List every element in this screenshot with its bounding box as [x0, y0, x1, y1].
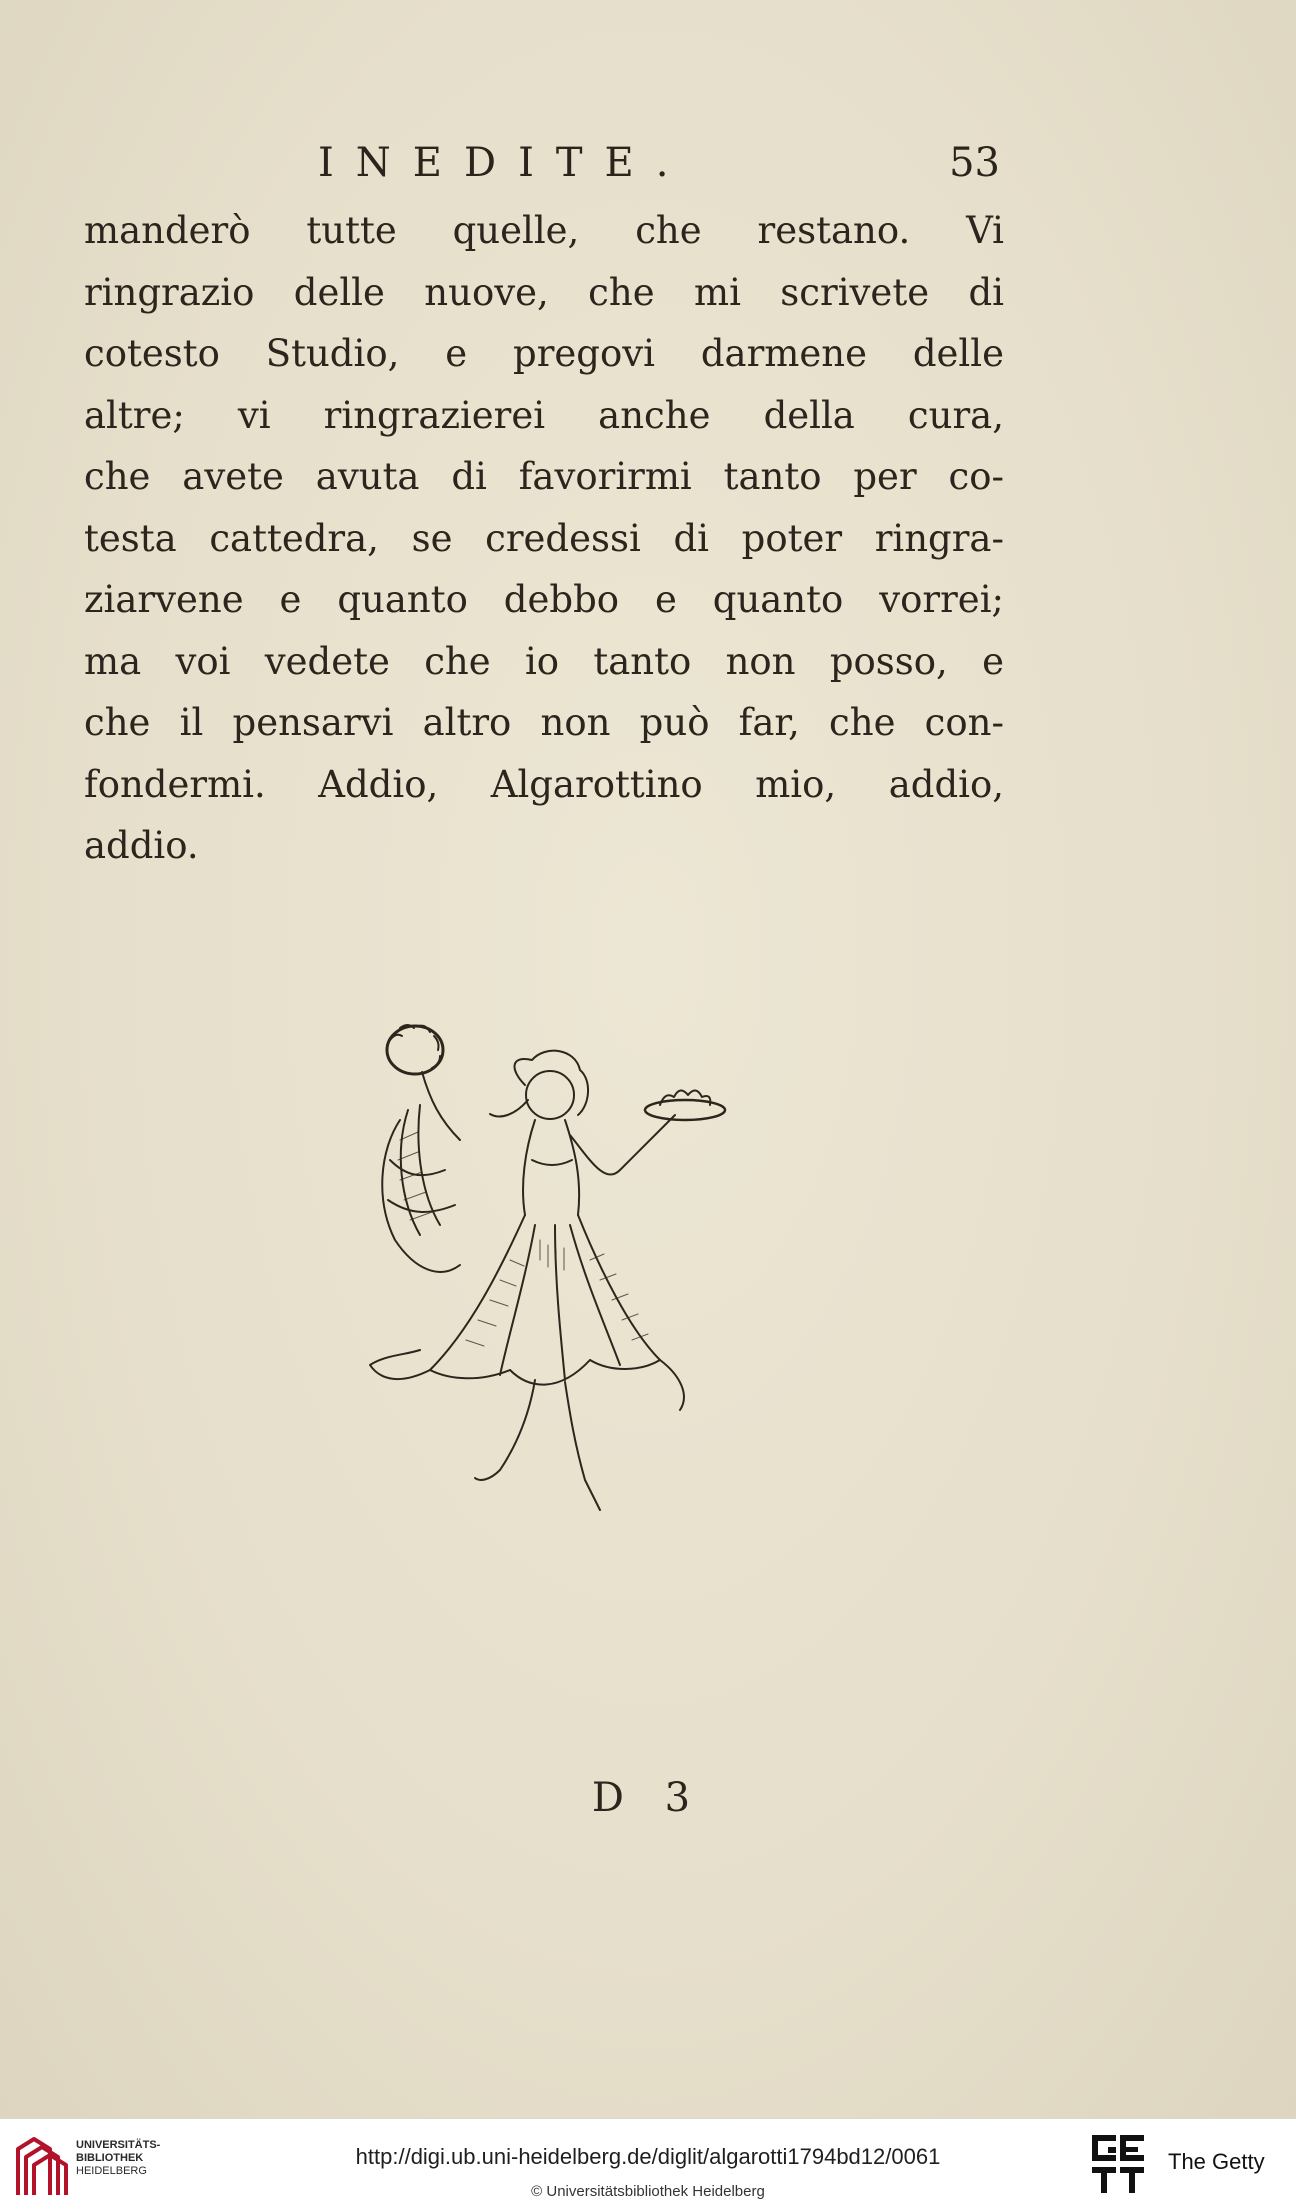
text-line: addio.	[84, 824, 199, 867]
viewer-footer	[0, 2118, 1296, 2212]
signature-mark: D 3	[591, 1775, 705, 1821]
dancing-figure-engraving-icon	[360, 1010, 760, 1570]
letter-text	[84, 200, 1004, 877]
page-number: 53	[949, 140, 1000, 186]
getty-logo-icon	[1090, 2133, 1146, 2195]
text-line: fondermi. Addio, Algarottino mio, addio,	[84, 762, 1004, 806]
text-line: che avete avuta di favorirmi tanto per co-	[84, 455, 1004, 498]
text-line: ma voi vedete che io tanto non posso, e	[84, 639, 1004, 683]
running-head: INEDITE.	[318, 140, 691, 186]
text-line: ziarvene e quanto debbo e quanto vorrei;	[84, 578, 1004, 621]
text-line: cotesto Studio, e pregovi darmene delle	[84, 332, 1004, 375]
library-name-line: HEIDELBERG	[76, 2165, 147, 2177]
text-line: manderò tutte quelle, che restano. Vi	[84, 209, 1004, 252]
page-header	[318, 140, 1000, 200]
partner-name: The Getty	[1168, 2149, 1265, 2174]
permalink-url[interactable]: http://digi.ub.uni-heidelberg.de/diglit/algarotti1794bd12/0061	[355, 2144, 941, 2169]
text-line: ringrazio delle nuove, che mi scrivete di	[84, 270, 1004, 314]
library-name-line: UNIVERSITÄTS-	[76, 2139, 161, 2151]
text-line: testa cattedra, se credessi di poter ringra-	[84, 516, 1004, 560]
copyright-notice: © Universitätsbibliothek Heidelberg	[531, 2183, 765, 2200]
text-line: altre; vi ringrazierei anche della cura,	[84, 393, 1004, 437]
text-line: che il pensarvi altro non può far, che con-	[84, 701, 1004, 744]
library-name-line: BIBLIOTHEK	[76, 2152, 144, 2164]
